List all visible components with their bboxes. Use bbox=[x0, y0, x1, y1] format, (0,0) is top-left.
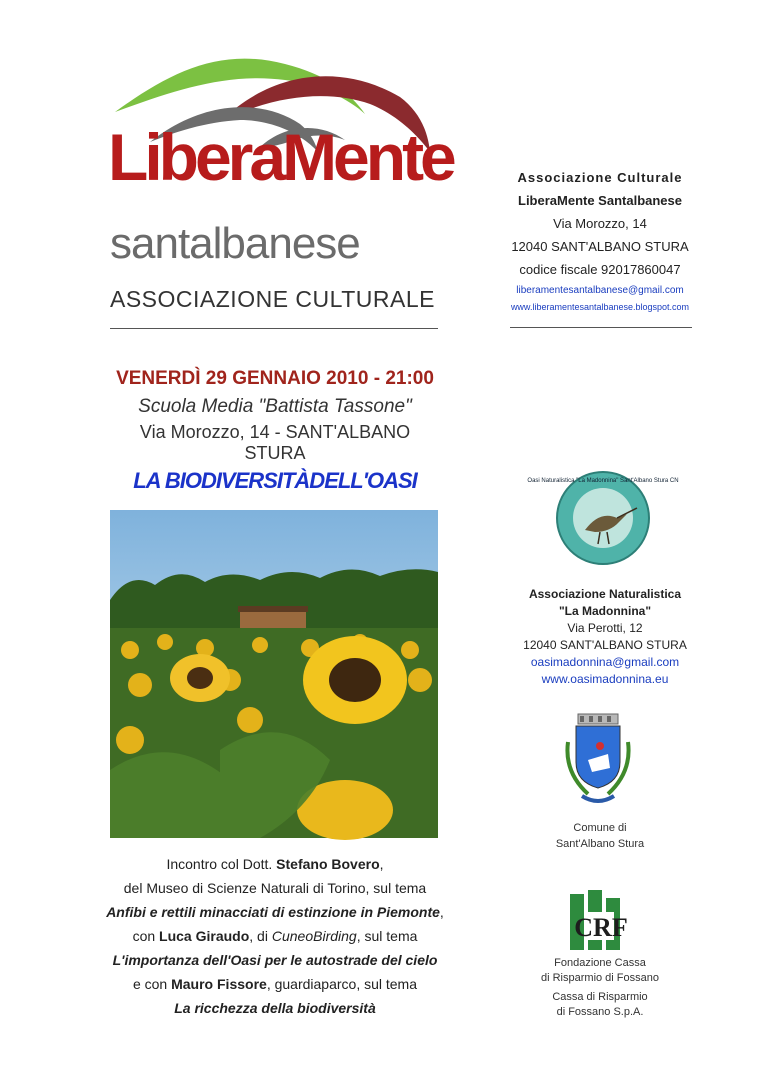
fondazione-line2: di Risparmio di Fossano bbox=[541, 972, 659, 984]
topic-title: La ricchezza della biodiversità bbox=[174, 1000, 376, 1016]
logo-title-liberamente: LiberaMente bbox=[108, 120, 453, 194]
comune-caption bbox=[520, 820, 680, 852]
oasi-madonnina-logo bbox=[527, 470, 679, 566]
event-title: LA BIODIVERSITÀDELL'OASI bbox=[133, 468, 417, 493]
association-heading: Associazione Culturale bbox=[517, 170, 683, 185]
oasi-city: 12040 SANT'ALBANO STURA bbox=[523, 638, 687, 652]
fondazione-line3: Cassa di Risparmio bbox=[552, 991, 648, 1003]
oasi-contact bbox=[500, 586, 710, 688]
association-website[interactable]: www.liberamentesantalbanese.blogspot.com bbox=[510, 302, 690, 312]
comune-coat-of-arms bbox=[562, 712, 634, 812]
fondazione-logo-letters: CRF bbox=[574, 913, 628, 942]
logo-title-santalbanese: santalbanese bbox=[110, 219, 360, 268]
association-city: 12040 SANT'ALBANO STURA bbox=[511, 239, 689, 254]
association-street: Via Morozzo, 14 bbox=[553, 216, 647, 231]
oasi-website[interactable]: www.oasimadonnina.eu bbox=[541, 672, 669, 686]
speaker-line bbox=[100, 972, 450, 996]
oasi-street: Via Perotti, 12 bbox=[567, 621, 643, 635]
oasi-email[interactable]: oasimadonnina@gmail.com bbox=[530, 655, 680, 669]
speakers-text bbox=[100, 852, 450, 1020]
sunflower-field-photo bbox=[110, 510, 438, 838]
speaker-line: del Museo di Scienze Naturali di Torino, sul tema bbox=[123, 880, 427, 896]
divider bbox=[510, 327, 692, 328]
speaker-line bbox=[100, 924, 450, 948]
association-tax-code: codice fiscale 92017860047 bbox=[519, 262, 681, 277]
speaker-line bbox=[100, 852, 450, 876]
speaker-name: Mauro Fissore bbox=[171, 976, 267, 992]
speaker-name: Stefano Bovero bbox=[276, 856, 380, 872]
talk-topic bbox=[100, 900, 450, 924]
oasi-name-line2: "La Madonnina" bbox=[558, 604, 652, 618]
text: Incontro col Dott. bbox=[166, 856, 277, 872]
text: con bbox=[132, 928, 160, 944]
association-contact bbox=[500, 166, 700, 315]
speaker-name: Luca Giraudo bbox=[159, 928, 250, 944]
divider bbox=[110, 328, 438, 329]
association-email[interactable]: liberamentesantalbanese@gmail.com bbox=[516, 285, 684, 296]
oasi-name-line1: Associazione Naturalistica bbox=[528, 587, 682, 601]
fondazione-line4: di Fossano S.p.A. bbox=[556, 1006, 644, 1018]
oasi-logo-ring-text: Oasi Naturalistica "La Madonnina" Sant'Albano Stura CN bbox=[527, 478, 679, 484]
text: e con bbox=[132, 976, 172, 992]
fondazione-caption bbox=[510, 956, 690, 1020]
text: , bbox=[379, 856, 384, 872]
text: , di bbox=[249, 928, 272, 944]
organization: CuneoBirding bbox=[271, 928, 357, 944]
event-venue: Scuola Media "Battista Tassone" bbox=[138, 396, 412, 417]
event-date-time: VENERDÌ 29 GENNAIO 2010 - 21:00 bbox=[116, 368, 434, 389]
comune-line1: Comune di bbox=[573, 822, 627, 834]
text: , guardiaparco, sul tema bbox=[266, 976, 418, 992]
text: , sul tema bbox=[356, 928, 418, 944]
topic-title: Anfibi e rettili minacciati di estinzione in Piemonte bbox=[106, 904, 440, 920]
comune-line2: Sant'Albano Stura bbox=[555, 838, 645, 850]
logo-subtitle: ASSOCIAZIONE CULTURALE bbox=[110, 286, 435, 312]
event-address: Via Morozzo, 14 - SANT'ALBANO STURA bbox=[139, 422, 411, 463]
fondazione-line1: Fondazione Cassa bbox=[554, 957, 646, 969]
fondazione-crf-logo bbox=[566, 888, 636, 952]
association-name: LiberaMente Santalbanese bbox=[518, 193, 682, 208]
text: , bbox=[439, 904, 444, 920]
topic-title: L'importanza dell'Oasi per le autostrade del cielo bbox=[112, 952, 438, 968]
